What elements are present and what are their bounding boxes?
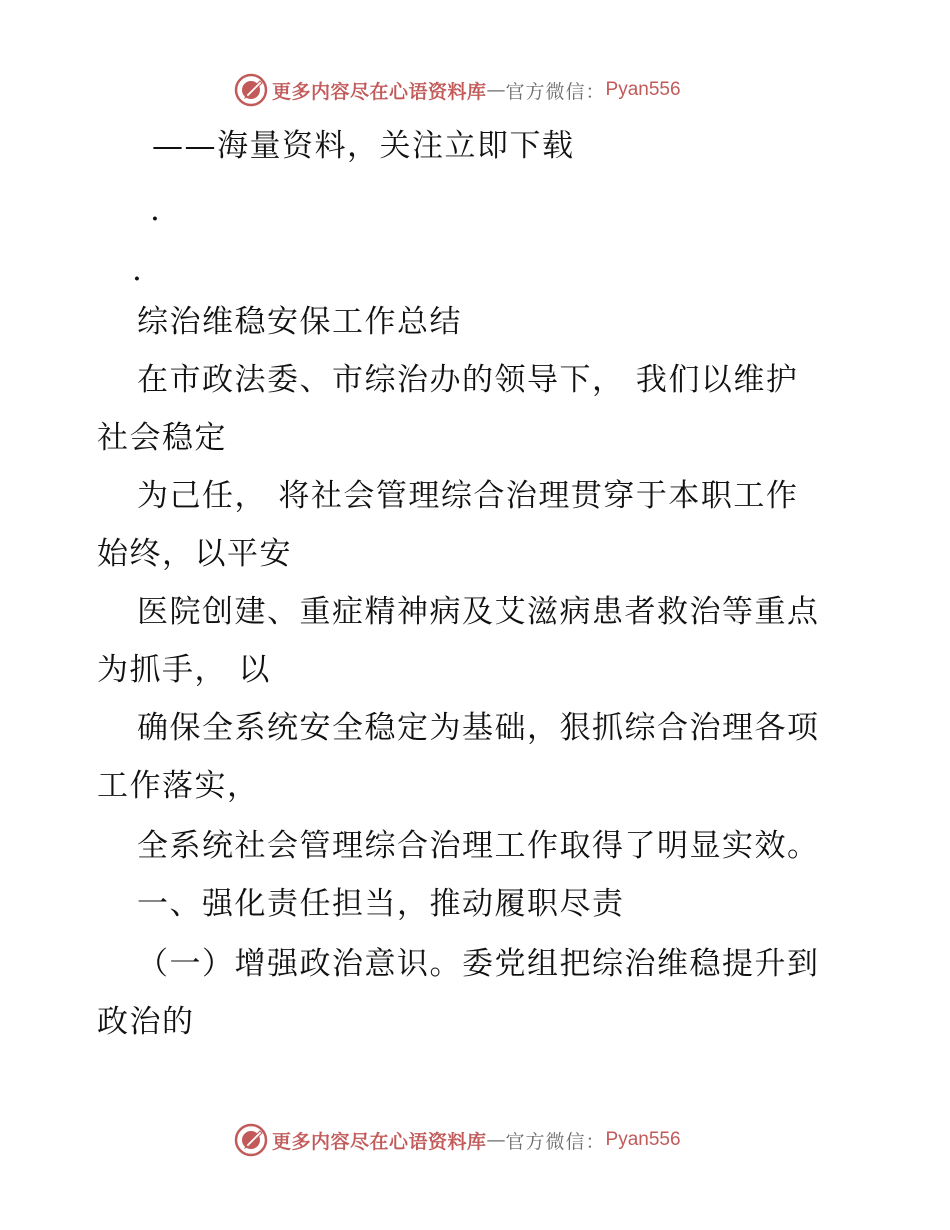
logo-icon xyxy=(234,1123,268,1157)
watermark-wechat-label: 官方微信： xyxy=(505,80,606,103)
paragraph-line: 医院创建、重症精神病及艾滋病患者救治等重点 xyxy=(137,594,820,630)
paragraph-line: 政治的 xyxy=(97,1004,195,1040)
paragraph-line: 社会稳定 xyxy=(97,420,227,456)
paragraph-line: 工作落实， xyxy=(97,768,260,804)
watermark-banner-top xyxy=(234,72,681,108)
watermark-banner-bottom xyxy=(234,1122,681,1158)
logo-icon xyxy=(234,73,268,107)
dot-marker: . xyxy=(150,192,162,228)
watermark-wechat-label: 官方微信： xyxy=(505,1130,606,1153)
watermark-wechat-id: Pyan556 xyxy=(605,1129,681,1150)
watermark-wechat-id: Pyan556 xyxy=(605,79,681,100)
dot-marker: . xyxy=(132,252,144,288)
paragraph-line: 为抓手， 以 xyxy=(97,652,271,688)
paragraph-line: 确保全系统安全稳定为基础，狠抓综合治理各项 xyxy=(137,710,820,746)
paragraph-line: 为己任， 将社会管理综合治理贯穿于本职工作 xyxy=(137,478,799,514)
paragraph-line: 始终，以平安 xyxy=(97,536,292,572)
paragraph-line: 在市政法委、市综治办的领导下， 我们以维护 xyxy=(137,362,799,398)
section-heading: 一、强化责任担当，推动履职尽责 xyxy=(137,886,625,922)
watermark-text: 更多内容尽在心语资料库 xyxy=(272,1130,487,1153)
subtitle: ——海量资料，关注立即下载 xyxy=(152,128,575,164)
watermark-separator: — xyxy=(486,1129,506,1151)
paragraph-line: （一）增强政治意识。委党组把综治维稳提升到 xyxy=(137,946,820,982)
document-title: 综治维稳安保工作总结 xyxy=(137,304,462,340)
watermark-separator: — xyxy=(486,79,506,101)
watermark-text: 更多内容尽在心语资料库 xyxy=(272,80,487,103)
paragraph-line: 全系统社会管理综合治理工作取得了明显实效。 xyxy=(137,828,820,864)
